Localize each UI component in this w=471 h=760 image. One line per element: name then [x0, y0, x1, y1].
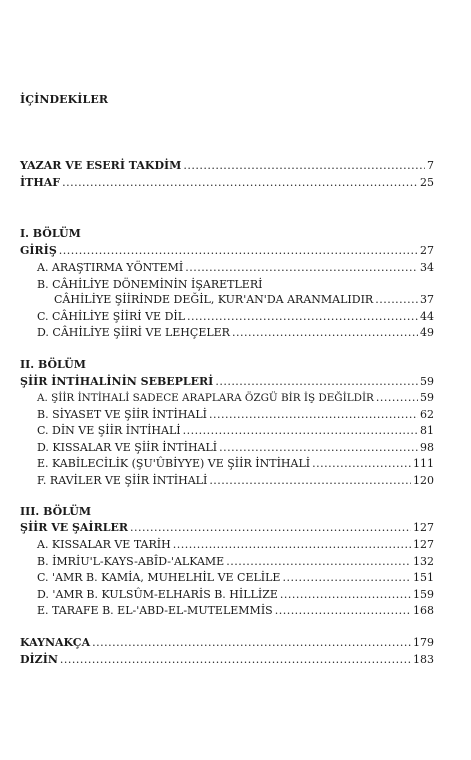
entry-title: KAYNAKÇA	[20, 636, 91, 649]
dot-leader	[185, 261, 418, 275]
entry-page: 127	[413, 538, 434, 551]
toc-chapter	[20, 244, 434, 258]
entry-page: 120	[413, 474, 434, 487]
entry-page: 127	[413, 521, 434, 534]
entry-page: 111	[413, 457, 434, 470]
entry-title: A. ARAŞTIRMA YÖNTEMİ	[37, 261, 184, 274]
dot-leader	[280, 588, 411, 602]
entry-page: 159	[413, 588, 434, 601]
entry-title: YAZAR VE ESERİ TAKDİM	[20, 159, 182, 172]
dot-leader	[375, 293, 418, 307]
toc-section	[37, 424, 434, 438]
dot-leader	[187, 310, 418, 324]
toc-chapter	[20, 521, 434, 535]
entry-page: 132	[413, 555, 434, 568]
toc-section	[37, 571, 434, 585]
dot-leader	[215, 375, 418, 389]
toc-section	[54, 293, 434, 307]
entry-title: D. 'AMR B. KULSÛM-ELHARİS B. HİLLİZE	[37, 588, 278, 601]
toc-section-first-line: B. CÂHİLİYE DÖNEMİNİN İŞARETLERİ	[37, 278, 263, 291]
entry-title: DİZİN	[20, 653, 58, 666]
entry-page: 151	[413, 571, 434, 584]
dot-leader	[219, 441, 418, 455]
entry-page: 59	[420, 375, 434, 388]
toc-section	[37, 474, 434, 488]
toc-entry-foreword	[20, 159, 434, 173]
entry-title: A. KISSALAR VE TARİH	[37, 538, 171, 551]
entry-title: B. İMRİU'L-KAYS-ABÎD-'ALKAME	[37, 555, 225, 568]
toc-section	[37, 588, 434, 602]
entry-title: C. DİN VE ŞİİR İNTİHALİ	[37, 424, 181, 437]
entry-page: 25	[420, 176, 434, 189]
dot-leader	[312, 457, 411, 471]
part-title: III. BÖLÜM	[20, 505, 92, 518]
dot-leader	[282, 571, 411, 585]
entry-page: 7	[427, 159, 434, 172]
toc-section	[37, 408, 434, 422]
dot-leader	[60, 653, 411, 667]
entry-title: A. ŞİİR İNTİHALİ SADECE ARAPLARA ÖZGÜ BİR İŞ DEĞİLDİR	[37, 392, 374, 404]
dot-leader	[183, 159, 425, 173]
entry-page: 27	[420, 244, 434, 257]
entry-page: 34	[420, 261, 434, 274]
entry-title: CÂHİLİYE ŞİİRİNDE DEĞİL, KUR'AN'DA ARANMALIDIR	[54, 293, 374, 306]
toc-heading: İÇİNDEKİLER	[20, 93, 109, 106]
toc-entry-dedication	[20, 176, 434, 190]
dot-leader	[59, 244, 418, 258]
dot-leader	[275, 604, 411, 618]
dot-leader	[92, 636, 411, 650]
toc-entry-bibliography	[20, 636, 434, 650]
dot-leader	[209, 474, 411, 488]
entry-title: GİRİŞ	[20, 244, 57, 257]
toc-section	[37, 604, 434, 618]
toc-chapter	[20, 375, 434, 389]
dot-leader	[232, 326, 418, 340]
dot-leader	[376, 391, 418, 405]
dot-leader	[62, 176, 418, 190]
entry-title: D. CÂHİLİYE ŞİİRİ VE LEHÇELER	[37, 326, 230, 339]
entry-title: B. SİYASET VE ŞİİR İNTİHALİ	[37, 408, 208, 421]
entry-title: F. RAVİLER VE ŞİİR İNTİHALİ	[37, 474, 208, 487]
entry-page: 98	[420, 441, 434, 454]
toc-section	[37, 310, 434, 324]
part-title: II. BÖLÜM	[20, 358, 86, 371]
toc-section	[37, 326, 434, 340]
toc-section	[37, 457, 434, 471]
toc-entry-index	[20, 653, 434, 667]
toc-section	[37, 261, 434, 275]
toc-section	[37, 441, 434, 455]
entry-title: D. KISSALAR VE ŞİİR İNTİHALİ	[37, 441, 218, 454]
entry-page: 179	[413, 636, 434, 649]
entry-page: 62	[420, 408, 434, 421]
entry-page: 183	[413, 653, 434, 666]
entry-title: E. KABİLECİLİK (ŞU'ÛBİYYE) VE ŞİİR İNTİHALİ	[37, 457, 311, 470]
entry-page: 37	[420, 293, 434, 306]
entry-page: 81	[420, 424, 434, 437]
entry-page: 168	[413, 604, 434, 617]
entry-title: E. TARAFE B. EL-'ABD-EL-MUTELEMMİS	[37, 604, 273, 617]
entry-page: 49	[420, 326, 434, 339]
toc-section	[37, 555, 434, 569]
dot-leader	[183, 424, 418, 438]
entry-title: ŞİİR VE ŞAİRLER	[20, 521, 128, 534]
entry-page: 44	[420, 310, 434, 323]
toc-section	[37, 538, 434, 552]
entry-title: C. CÂHİLİYE ŞİİRİ VE DİL	[37, 310, 186, 323]
dot-leader	[173, 538, 411, 552]
entry-title: ŞİİR İNTİHALİNİN SEBEPLERİ	[20, 375, 214, 388]
dot-leader	[226, 555, 411, 569]
entry-title: İTHAF	[20, 176, 61, 189]
entry-page: 59	[420, 391, 434, 404]
toc-section	[37, 391, 434, 405]
dot-leader	[130, 521, 411, 535]
entry-title: C. 'AMR B. KAMİA, MUHELHİL VE CELİLE	[37, 571, 281, 584]
dot-leader	[209, 408, 418, 422]
part-title: I. BÖLÜM	[20, 227, 81, 240]
